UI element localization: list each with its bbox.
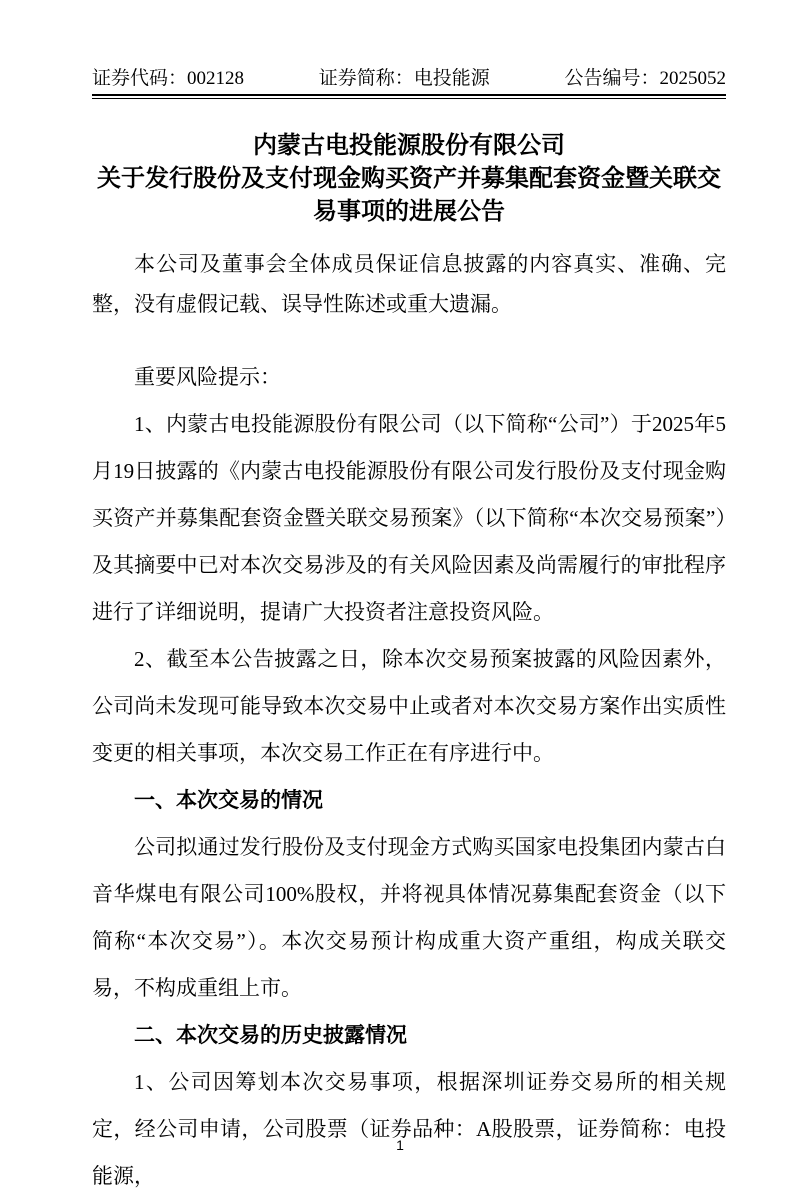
section-1-heading: 一、本次交易的情况 (134, 789, 323, 812)
section-2-paragraph: 1、公司因筹划本次交易事项，根据深圳证券交易所的相关规定，经公司申请，公司股票（证券品种：A股股票，证券简称：电投能源， (92, 1070, 726, 1188)
announcement-number-label: 公告编号：2025052 (564, 68, 726, 89)
title-company-name: 内蒙古电投能源股份有限公司 (253, 132, 565, 159)
stock-code-label: 证券代码：002128 (92, 68, 245, 89)
header-divider (92, 94, 726, 99)
stock-abbr-label: 证券简称：电投能源 (318, 68, 490, 89)
risk-item-1: 1、内蒙古电投能源股份有限公司（以下简称“公司”）于2025年5月19日披露的《内蒙古电投能源股份有限公司发行股份及支付现金购买资产并募集配套资金暨关联交易预案》（以下简称“本次交易预案”）及其摘要中已对本次交易涉及的有关风险因素及尚需履行的审批程序进行了详细说明，提请广大投资者注意投资风险。 (92, 412, 726, 624)
document-header (92, 68, 726, 90)
document-title (92, 129, 726, 228)
risk-item-2: 2、截至本公告披露之日，除本次交易预案披露的风险因素外，公司尚未发现可能导致本次交易中止或者对本次交易方案作出实质性变更的相关事项，本次交易工作正在有序进行中。 (92, 647, 726, 765)
page-number: 1 (396, 1137, 404, 1153)
section-1-paragraph: 公司拟通过发行股份及支付现金方式购买国家电投集团内蒙古白音华煤电有限公司100%股权，并将视具体情况募集配套资金（以下简称“本次交易”）。本次交易预计构成重大资产重组，构成关联交易，不构成重组上市。 (92, 835, 726, 1000)
section-2-heading: 二、本次交易的历史披露情况 (134, 1024, 407, 1047)
risk-notice-heading: 重要风险提示： (134, 365, 281, 389)
title-subject: 关于发行股份及支付现金购买资产并募集配套资金暨关联交易事项的进展公告 (97, 165, 721, 225)
board-guarantee-statement: 本公司及董事会全体成员保证信息披露的内容真实、准确、完整，没有虚假记载、误导性陈述或重大遗漏。 (92, 252, 726, 316)
